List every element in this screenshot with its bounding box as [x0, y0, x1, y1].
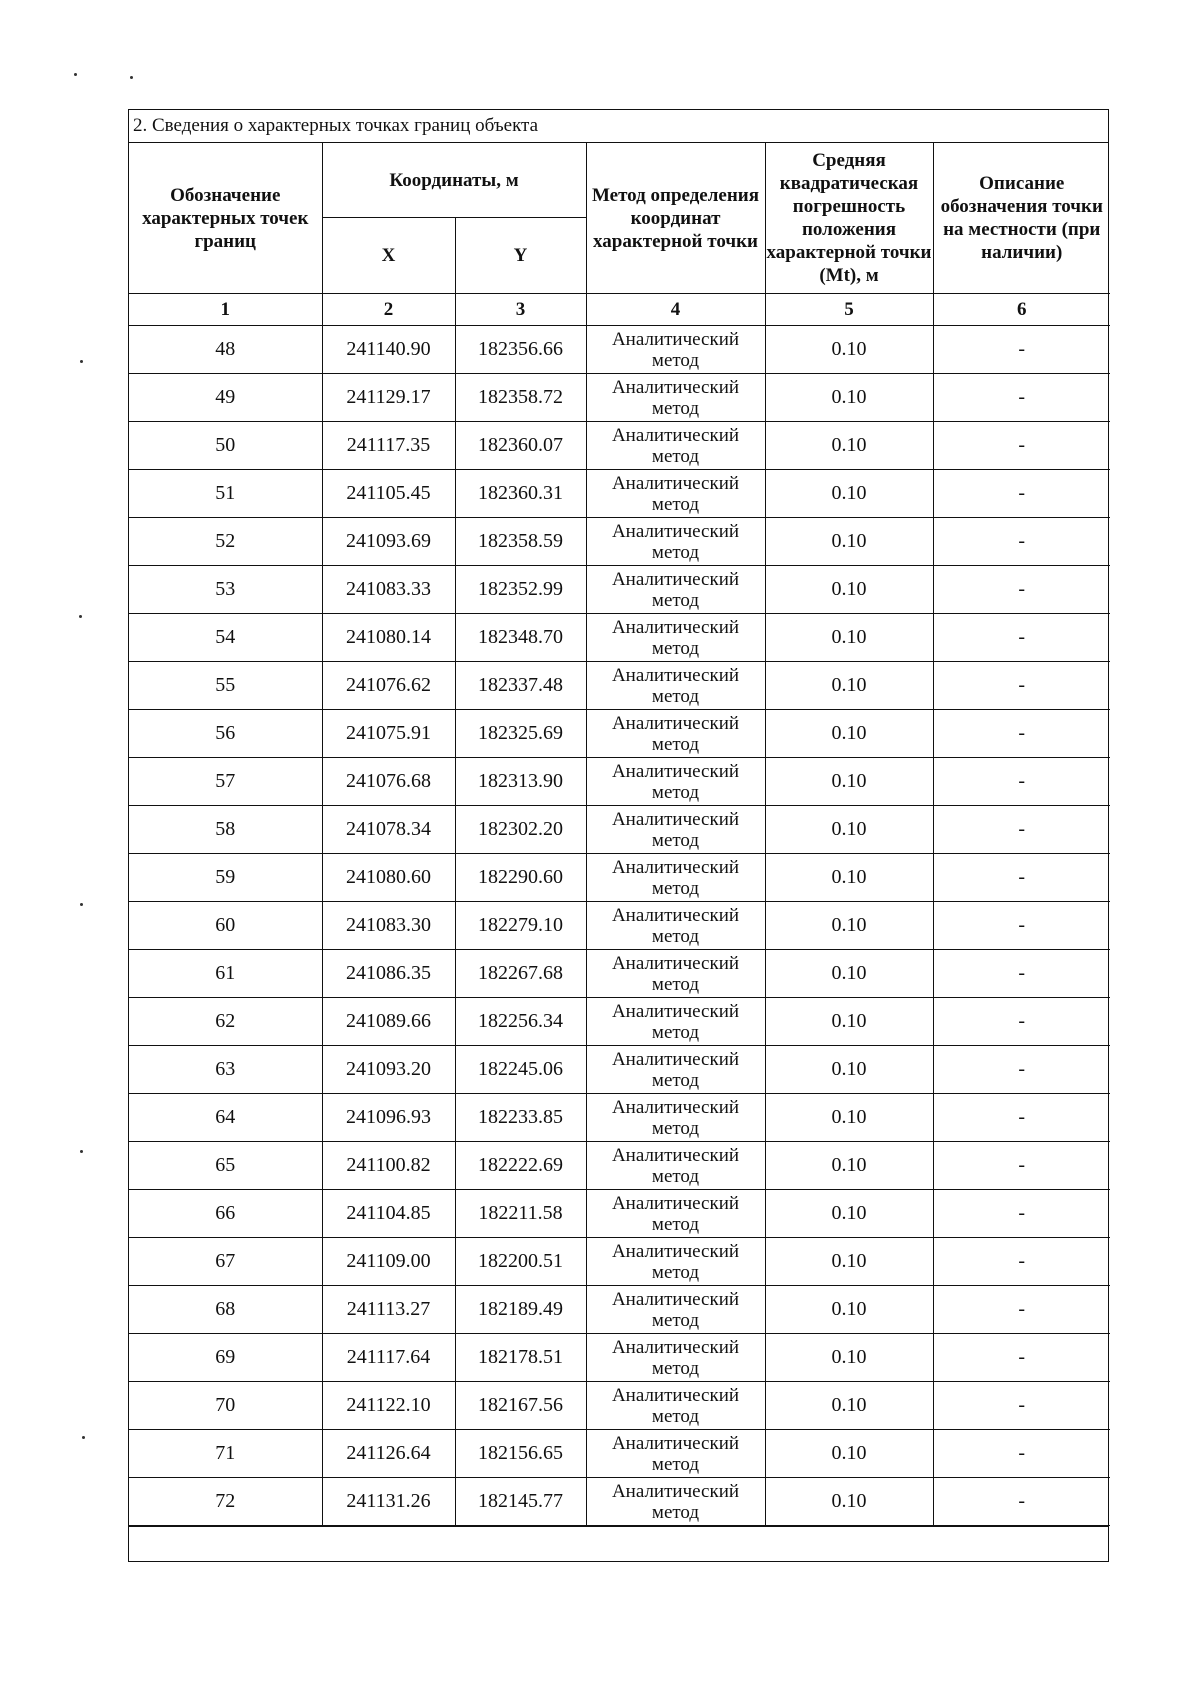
method-cell — [586, 998, 765, 1046]
x-coordinate-cell: 241104.85 — [322, 1190, 455, 1238]
method-line-2: метод — [651, 1165, 700, 1187]
method-line-2: метод — [651, 637, 700, 659]
method-cell — [586, 326, 765, 374]
y-coordinate-cell: 182167.56 — [455, 1382, 586, 1430]
description-cell: - — [933, 998, 1110, 1046]
scan-speck — [80, 360, 83, 363]
method-line-1: Аналитический — [611, 520, 740, 542]
table-row — [129, 1238, 1110, 1286]
error-cell: 0.10 — [765, 422, 933, 470]
x-coordinate-cell: 241109.00 — [322, 1238, 455, 1286]
error-cell: 0.10 — [765, 326, 933, 374]
method-line-1: Аналитический — [611, 1096, 740, 1118]
method-cell — [586, 854, 765, 902]
description-cell: - — [933, 854, 1110, 902]
scan-speck — [74, 73, 77, 76]
x-coordinate-cell: 241083.30 — [322, 902, 455, 950]
x-coordinate-cell: 241093.20 — [322, 1046, 455, 1094]
x-coordinate-cell: 241105.45 — [322, 470, 455, 518]
method-line-1: Аналитический — [611, 664, 740, 686]
method-line-1: Аналитический — [611, 760, 740, 782]
method-line-1: Аналитический — [611, 616, 740, 638]
table-row — [129, 566, 1110, 614]
table-row — [129, 998, 1110, 1046]
method-line-1: Аналитический — [611, 1144, 740, 1166]
description-cell: - — [933, 758, 1110, 806]
error-cell: 0.10 — [765, 470, 933, 518]
description-header: Описание обозначения точки на местности (при наличии) — [933, 143, 1110, 294]
x-coordinate-cell: 241117.35 — [322, 422, 455, 470]
column-number: 5 — [765, 294, 933, 326]
y-coordinate-cell: 182222.69 — [455, 1142, 586, 1190]
method-cell — [586, 1478, 765, 1526]
x-coordinate-cell: 241113.27 — [322, 1286, 455, 1334]
method-line-1: Аналитический — [611, 1432, 740, 1454]
error-cell: 0.10 — [765, 854, 933, 902]
method-line-2: метод — [651, 589, 700, 611]
scan-speck — [79, 615, 82, 618]
error-cell: 0.10 — [765, 1334, 933, 1382]
method-line-2: метод — [651, 1501, 700, 1523]
method-line-2: метод — [651, 925, 700, 947]
method-line-2: метод — [651, 1453, 700, 1475]
y-coordinate-cell: 182348.70 — [455, 614, 586, 662]
y-coordinate-cell: 182245.06 — [455, 1046, 586, 1094]
point-designation-cell: 55 — [129, 662, 322, 710]
column-number: 1 — [129, 294, 322, 326]
method-cell — [586, 1430, 765, 1478]
point-designation-cell: 52 — [129, 518, 322, 566]
column-number: 4 — [586, 294, 765, 326]
method-cell — [586, 614, 765, 662]
description-cell: - — [933, 950, 1110, 998]
description-cell: - — [933, 470, 1110, 518]
x-coordinate-cell: 241117.64 — [322, 1334, 455, 1382]
table-row — [129, 854, 1110, 902]
y-coordinate-cell: 182211.58 — [455, 1190, 586, 1238]
point-designation-cell: 70 — [129, 1382, 322, 1430]
error-cell: 0.10 — [765, 1238, 933, 1286]
method-line-2: метод — [651, 781, 700, 803]
method-line-1: Аналитический — [611, 904, 740, 926]
description-cell: - — [933, 1142, 1110, 1190]
method-line-1: Аналитический — [611, 1240, 740, 1262]
table-row — [129, 1430, 1110, 1478]
point-designation-cell: 58 — [129, 806, 322, 854]
point-designation-cell: 57 — [129, 758, 322, 806]
error-cell: 0.10 — [765, 1430, 933, 1478]
description-cell: - — [933, 1478, 1110, 1526]
method-line-2: метод — [651, 1069, 700, 1091]
point-designation-cell: 54 — [129, 614, 322, 662]
method-line-1: Аналитический — [611, 328, 740, 350]
x-coordinate-cell: 241080.14 — [322, 614, 455, 662]
method-cell — [586, 374, 765, 422]
point-designation-cell: 49 — [129, 374, 322, 422]
method-line-2: метод — [651, 877, 700, 899]
boundary-points-table — [129, 143, 1110, 1526]
method-line-2: метод — [651, 445, 700, 467]
table-row — [129, 614, 1110, 662]
error-cell: 0.10 — [765, 1094, 933, 1142]
error-cell: 0.10 — [765, 614, 933, 662]
table-row — [129, 1478, 1110, 1526]
table-row — [129, 326, 1110, 374]
error-cell: 0.10 — [765, 806, 933, 854]
error-cell: 0.10 — [765, 950, 933, 998]
description-cell: - — [933, 1094, 1110, 1142]
x-coordinate-cell: 241093.69 — [322, 518, 455, 566]
table-row — [129, 1286, 1110, 1334]
y-coordinate-cell: 182156.65 — [455, 1430, 586, 1478]
description-cell: - — [933, 1382, 1110, 1430]
error-cell: 0.10 — [765, 998, 933, 1046]
y-coordinate-cell: 182279.10 — [455, 902, 586, 950]
table-row — [129, 374, 1110, 422]
x-coordinate-cell: 241078.34 — [322, 806, 455, 854]
x-header: X — [322, 218, 455, 294]
description-cell: - — [933, 614, 1110, 662]
y-coordinate-cell: 182145.77 — [455, 1478, 586, 1526]
table-row — [129, 1334, 1110, 1382]
x-coordinate-cell: 241140.90 — [322, 326, 455, 374]
description-cell: - — [933, 1238, 1110, 1286]
y-coordinate-cell: 182267.68 — [455, 950, 586, 998]
description-cell: - — [933, 1430, 1110, 1478]
boundary-points-table-frame — [128, 109, 1109, 1562]
error-cell: 0.10 — [765, 710, 933, 758]
description-cell: - — [933, 710, 1110, 758]
point-designation-cell: 63 — [129, 1046, 322, 1094]
point-designation-cell: 59 — [129, 854, 322, 902]
y-coordinate-cell: 182358.59 — [455, 518, 586, 566]
error-cell: 0.10 — [765, 1478, 933, 1526]
method-line-2: метод — [651, 1117, 700, 1139]
point-designation-cell: 69 — [129, 1334, 322, 1382]
y-coordinate-cell: 182360.31 — [455, 470, 586, 518]
x-coordinate-cell: 241076.62 — [322, 662, 455, 710]
error-cell: 0.10 — [765, 902, 933, 950]
method-line-2: метод — [651, 829, 700, 851]
method-line-2: метод — [651, 1405, 700, 1427]
method-cell — [586, 422, 765, 470]
method-cell — [586, 950, 765, 998]
y-coordinate-cell: 182352.99 — [455, 566, 586, 614]
method-cell — [586, 1094, 765, 1142]
method-line-1: Аналитический — [611, 424, 740, 446]
error-cell: 0.10 — [765, 374, 933, 422]
point-designation-cell: 61 — [129, 950, 322, 998]
table-row — [129, 1046, 1110, 1094]
y-coordinate-cell: 182290.60 — [455, 854, 586, 902]
table-row — [129, 662, 1110, 710]
designation-header: Обозначение характерных точек границ — [129, 143, 322, 294]
method-cell — [586, 518, 765, 566]
table-footer-row — [129, 1526, 1108, 1561]
method-line-1: Аналитический — [611, 1336, 740, 1358]
method-line-1: Аналитический — [611, 808, 740, 830]
y-coordinate-cell: 182360.07 — [455, 422, 586, 470]
point-designation-cell: 48 — [129, 326, 322, 374]
method-cell — [586, 806, 765, 854]
method-line-1: Аналитический — [611, 1480, 740, 1502]
description-cell: - — [933, 806, 1110, 854]
description-cell: - — [933, 902, 1110, 950]
x-coordinate-cell: 241129.17 — [322, 374, 455, 422]
description-cell: - — [933, 374, 1110, 422]
x-coordinate-cell: 241076.68 — [322, 758, 455, 806]
description-cell: - — [933, 1046, 1110, 1094]
error-cell: 0.10 — [765, 1286, 933, 1334]
description-cell: - — [933, 422, 1110, 470]
point-designation-cell: 51 — [129, 470, 322, 518]
error-cell: 0.10 — [765, 1190, 933, 1238]
x-coordinate-cell: 241075.91 — [322, 710, 455, 758]
description-cell: - — [933, 518, 1110, 566]
error-cell: 0.10 — [765, 662, 933, 710]
point-designation-cell: 56 — [129, 710, 322, 758]
method-cell — [586, 1334, 765, 1382]
x-coordinate-cell: 241122.10 — [322, 1382, 455, 1430]
x-coordinate-cell: 241089.66 — [322, 998, 455, 1046]
table-row — [129, 758, 1110, 806]
method-cell — [586, 758, 765, 806]
method-cell — [586, 1142, 765, 1190]
y-coordinate-cell: 182356.66 — [455, 326, 586, 374]
method-line-2: метод — [651, 349, 700, 371]
column-number: 2 — [322, 294, 455, 326]
method-line-2: метод — [651, 685, 700, 707]
error-cell: 0.10 — [765, 566, 933, 614]
header-row-1 — [129, 143, 1110, 218]
description-cell: - — [933, 326, 1110, 374]
description-cell: - — [933, 566, 1110, 614]
y-coordinate-cell: 182233.85 — [455, 1094, 586, 1142]
table-row — [129, 1382, 1110, 1430]
table-row — [129, 422, 1110, 470]
y-coordinate-cell: 182325.69 — [455, 710, 586, 758]
table-row — [129, 902, 1110, 950]
point-designation-cell: 50 — [129, 422, 322, 470]
method-line-1: Аналитический — [611, 712, 740, 734]
table-row — [129, 1142, 1110, 1190]
method-line-2: метод — [651, 1021, 700, 1043]
scan-speck — [80, 903, 83, 906]
method-line-1: Аналитический — [611, 952, 740, 974]
y-header: Y — [455, 218, 586, 294]
method-cell — [586, 662, 765, 710]
method-cell — [586, 566, 765, 614]
method-line-2: метод — [651, 733, 700, 755]
method-cell — [586, 902, 765, 950]
error-cell: 0.10 — [765, 518, 933, 566]
coordinates-header: Координаты, м — [322, 143, 586, 218]
method-line-2: метод — [651, 397, 700, 419]
method-line-2: метод — [651, 1357, 700, 1379]
x-coordinate-cell: 241131.26 — [322, 1478, 455, 1526]
y-coordinate-cell: 182358.72 — [455, 374, 586, 422]
table-row — [129, 950, 1110, 998]
method-cell — [586, 1046, 765, 1094]
y-coordinate-cell: 182337.48 — [455, 662, 586, 710]
point-designation-cell: 71 — [129, 1430, 322, 1478]
description-cell: - — [933, 1334, 1110, 1382]
method-line-1: Аналитический — [611, 568, 740, 590]
point-designation-cell: 53 — [129, 566, 322, 614]
x-coordinate-cell: 241126.64 — [322, 1430, 455, 1478]
x-coordinate-cell: 241083.33 — [322, 566, 455, 614]
point-designation-cell: 72 — [129, 1478, 322, 1526]
section-title: 2. Сведения о характерных точках границ объекта — [129, 110, 1108, 143]
method-cell — [586, 1238, 765, 1286]
point-designation-cell: 60 — [129, 902, 322, 950]
table-row — [129, 1190, 1110, 1238]
scan-speck — [130, 76, 133, 79]
column-numbers-row — [129, 294, 1110, 326]
y-coordinate-cell: 182302.20 — [455, 806, 586, 854]
method-line-2: метод — [651, 1309, 700, 1331]
error-header: Средняя квадратическая погрешность положения характерной точки (Mt), м — [765, 143, 933, 294]
table-row — [129, 470, 1110, 518]
method-line-1: Аналитический — [611, 1000, 740, 1022]
method-line-2: метод — [651, 541, 700, 563]
point-designation-cell: 66 — [129, 1190, 322, 1238]
method-line-1: Аналитический — [611, 1048, 740, 1070]
method-line-1: Аналитический — [611, 472, 740, 494]
method-line-2: метод — [651, 1213, 700, 1235]
x-coordinate-cell: 241080.60 — [322, 854, 455, 902]
scan-speck — [80, 1150, 83, 1153]
error-cell: 0.10 — [765, 1382, 933, 1430]
method-cell — [586, 470, 765, 518]
method-line-1: Аналитический — [611, 376, 740, 398]
column-number: 3 — [455, 294, 586, 326]
method-cell — [586, 1286, 765, 1334]
method-line-2: метод — [651, 973, 700, 995]
error-cell: 0.10 — [765, 758, 933, 806]
column-number: 6 — [933, 294, 1110, 326]
method-header: Метод определения координат характерной точки — [586, 143, 765, 294]
points-table-body — [129, 326, 1110, 1526]
point-designation-cell: 67 — [129, 1238, 322, 1286]
table-row — [129, 806, 1110, 854]
point-designation-cell: 68 — [129, 1286, 322, 1334]
scan-speck — [82, 1436, 85, 1439]
method-cell — [586, 1190, 765, 1238]
y-coordinate-cell: 182178.51 — [455, 1334, 586, 1382]
description-cell: - — [933, 1190, 1110, 1238]
error-cell: 0.10 — [765, 1046, 933, 1094]
y-coordinate-cell: 182313.90 — [455, 758, 586, 806]
y-coordinate-cell: 182200.51 — [455, 1238, 586, 1286]
table-row — [129, 518, 1110, 566]
table-row — [129, 1094, 1110, 1142]
method-line-1: Аналитический — [611, 1192, 740, 1214]
description-cell: - — [933, 1286, 1110, 1334]
method-line-2: метод — [651, 1261, 700, 1283]
method-cell — [586, 710, 765, 758]
method-line-1: Аналитический — [611, 1384, 740, 1406]
method-line-1: Аналитический — [611, 1288, 740, 1310]
table-row — [129, 710, 1110, 758]
method-line-1: Аналитический — [611, 856, 740, 878]
x-coordinate-cell: 241100.82 — [322, 1142, 455, 1190]
description-cell: - — [933, 662, 1110, 710]
x-coordinate-cell: 241096.93 — [322, 1094, 455, 1142]
x-coordinate-cell: 241086.35 — [322, 950, 455, 998]
error-cell: 0.10 — [765, 1142, 933, 1190]
point-designation-cell: 62 — [129, 998, 322, 1046]
point-designation-cell: 64 — [129, 1094, 322, 1142]
y-coordinate-cell: 182256.34 — [455, 998, 586, 1046]
point-designation-cell: 65 — [129, 1142, 322, 1190]
method-line-2: метод — [651, 493, 700, 515]
method-cell — [586, 1382, 765, 1430]
y-coordinate-cell: 182189.49 — [455, 1286, 586, 1334]
